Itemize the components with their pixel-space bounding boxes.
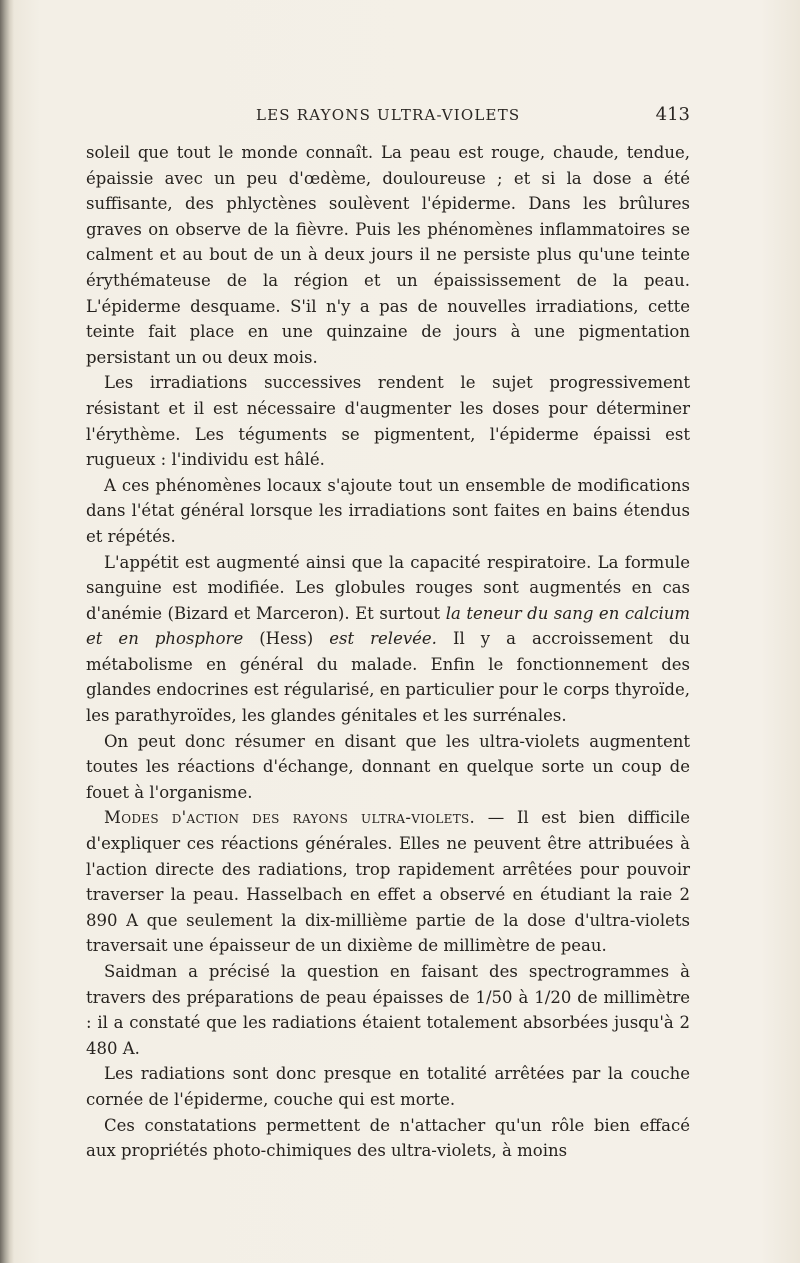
paragraph-continued: soleil que tout le monde connaît. La peau est rouge, chaude, tendue, épaissie avec un peu d'œdème, douloureuse ; et si la dose a été suffisante, des phlyctènes soulèvent l'épiderme. Dans les brûlures graves on observe de la fièvre. Puis les phénomènes inflammatoires se calment et au bout de un à deux jours il ne persiste plus qu'une teinte érythémateuse de la région et un épaississement de la peau. L'épiderme desquame. S'il n'y a pas de nouvelles irradiations, cette teinte fait place en une quinzaine de jours à une pigmentation persistant un ou deux mois. bbox=[86, 143, 690, 367]
page-binding-edge bbox=[0, 0, 14, 1263]
paragraph-appetite-end: Il y a accroissement du métabolisme en général du malade. Enfin le fonctionnement des glandes endocrines est régularisé, en particulier pour le corps thyroïde, les parathyroïdes, les glandes génitales et les surrénales. bbox=[86, 629, 691, 726]
paragraph-findings: Ces constatations permettent de n'attacher qu'un rôle bien effacé aux propriétés photo-chimiques des ultra-violets, à moins bbox=[86, 1115, 690, 1161]
paragraph-saidman: Saidman a précisé la question en faisant des spectrogrammes à travers des préparations de peau épaisses de 1/50 à 1/20 de millimètre : il a constaté que les radiations étaient totalement absorbées jusqu'à 2 480 A. bbox=[86, 962, 690, 1058]
body-text bbox=[86, 140, 690, 1164]
paragraph-summary: On peut donc résumer en disant que les ultra-violets augmentent toutes les réactions d'échange, donnant en quelque sorte un coup de fouet à l'organisme. bbox=[86, 731, 690, 802]
italic-raised: est relevée. bbox=[329, 629, 437, 649]
italic-blood-content: la teneur du sang en calcium et en phosphore bbox=[86, 603, 691, 649]
paragraph-modes-text: — Il est bien difficile d'expliquer ces réactions générales. Elles ne peuvent être attribuées à l'action directe des radiations, trop rapidement arrêtées pour pouvoir traverser la peau. Hasselbach en effet a observé en étudiant la raie 2 890 A que seulement la dix-millième partie de la dose d'ultra-violets traversait une épaisseur de un dixième de millimètre de peau. bbox=[86, 808, 690, 956]
page-number: 413 bbox=[655, 104, 690, 125]
paragraph-appetite bbox=[86, 550, 690, 729]
paragraph-general-effects: A ces phénomènes locaux s'ajoute tout un ensemble de modifications dans l'état général lorsque les irradiations sont faites en bains étendus et répétés. bbox=[86, 475, 690, 546]
paragraph-appetite-hess: (Hess) bbox=[243, 629, 330, 649]
paragraph-radiations-stopped: Les radiations sont donc presque en totalité arrêtées par la couche cornée de l'épiderme, couche qui est morte. bbox=[86, 1064, 690, 1109]
paragraph-appetite-start: L'appétit est augmenté ainsi que la capacité respiratoire. La formule sanguine est modifiée. Les globules rouges sont augmentés en cas d'anémie (Bizard et Marceron). Et surtout bbox=[86, 552, 690, 623]
paragraph-modes-of-action bbox=[86, 805, 690, 959]
section-heading: Modes d'action des rayons ultra-violets. bbox=[104, 808, 476, 828]
running-title: LES RAYONS ULTRA-VIOLETS bbox=[256, 106, 521, 124]
paragraph-resistance: Les irradiations successives rendent le sujet progressivement résistant et il est nécessaire d'augmenter les doses pour déterminer l'érythème. Les téguments se pigmentent, l'épiderme épaissi est rugueux : l'individu est hâlé. bbox=[86, 373, 690, 470]
page-header bbox=[86, 104, 690, 128]
